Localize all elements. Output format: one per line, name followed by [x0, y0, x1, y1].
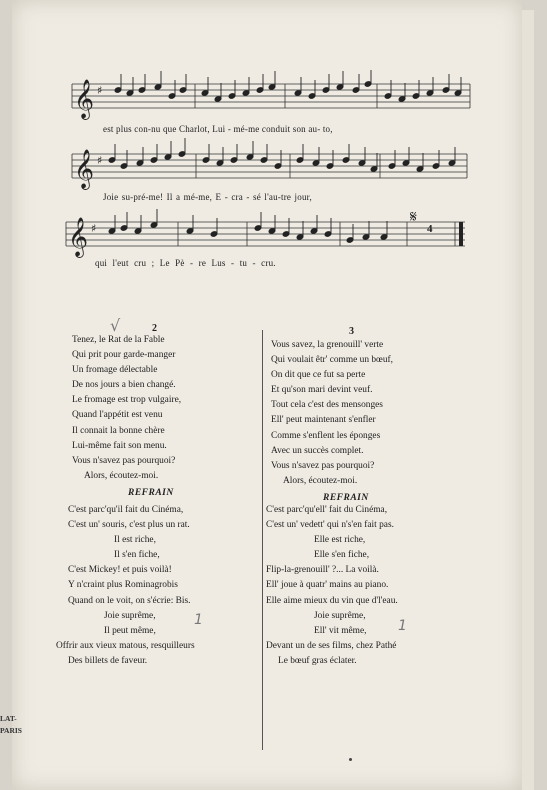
verse-line: C'est parc'qu'ell' fait du Cinéma,	[266, 505, 388, 515]
lyric-line-2: Joie su-pré-me! Il a mé-me, E - cra - sé l'au-tre jour,	[103, 192, 312, 202]
sharp-icon: ♯	[97, 84, 103, 97]
verse-line: Tout cela c'est des mensonges	[271, 400, 383, 411]
end-mark: 4	[427, 223, 433, 235]
verse-line: Alors, écoutez-moi.	[84, 470, 159, 481]
verse-line: Offrir aux vieux matous, resquilleurs	[56, 640, 195, 651]
staff-2	[72, 154, 467, 178]
verse-line: Y n'craint plus Rominagrobis	[68, 580, 178, 591]
printer-imprint	[0, 713, 22, 737]
pencil-check-mark: √	[110, 316, 121, 335]
segno-icon: 𝄋	[410, 207, 417, 226]
column-divider	[262, 330, 263, 750]
verse-line: Le bœuf gras éclater.	[278, 655, 357, 666]
verse-line: Lui-même fait son menu.	[72, 440, 167, 451]
verse-line: Vous savez, la grenouill' verte	[271, 340, 384, 350]
verse-2	[72, 333, 181, 484]
verse-line: Tenez, le Rat de la Fable	[72, 335, 165, 345]
verse-line: Elle est riche,	[314, 535, 366, 546]
verse-line: Devant un de ses films, chez Pathé	[266, 640, 397, 651]
verse-line: Joie suprême,	[104, 610, 156, 621]
verse-line: Elle s'en fiche,	[314, 550, 370, 561]
treble-clef-icon: 𝄞	[74, 149, 95, 189]
verse-line: Ell' vit même,	[314, 625, 367, 636]
verse-line: Ell' peut maintenant s'enfler	[271, 415, 376, 426]
verse-line: C'est Mickey! et puis voilà!	[68, 565, 172, 576]
refrain-right	[266, 503, 398, 669]
verse-line: Qui voulait êtr' comme un bœuf,	[271, 355, 393, 366]
verse-line: Il peut même,	[104, 625, 156, 636]
verse-line: C'est un' souris, c'est plus un rat.	[68, 520, 190, 531]
treble-clef-icon: 𝄞	[68, 217, 89, 257]
verse-line: De nos jours a bien changé.	[72, 380, 176, 391]
refrain-title-right: REFRAIN	[323, 493, 369, 503]
verse-line: Elle aime mieux du vin que d'l'eau.	[266, 595, 398, 606]
verse-line: Joie suprême,	[314, 610, 366, 621]
verse-line: Quand l'appétit est venu	[72, 410, 163, 421]
refrain-title-left: REFRAIN	[128, 488, 174, 498]
lyric-line-1: est plus con-nu que Charlot, Lui - mé-me conduit son au- to,	[103, 124, 333, 134]
music-score	[0, 70, 547, 290]
page-dot	[349, 758, 352, 761]
verse-line: Et qu'son mari devint veuf.	[271, 385, 373, 396]
verse-line: Qui prit pour garde-manger	[72, 350, 176, 361]
verse-line: Comme s'enflent les éponges	[271, 430, 381, 441]
imprint-line: LAT-	[0, 714, 17, 723]
lyric-line-3: qui l'eut cru ; Le Pè - re Lus - tu - cru.	[95, 258, 276, 268]
refrain-left	[56, 503, 195, 669]
verse-line: Un fromage délectable	[72, 365, 158, 376]
imprint-line: PARIS	[0, 726, 22, 735]
pencil-mark: 1	[398, 618, 407, 634]
sharp-icon: ♯	[91, 222, 97, 235]
verse-line: Avec un succès complet.	[271, 445, 364, 456]
verse-line: Il s'en fiche,	[114, 550, 160, 561]
sharp-icon: ♯	[97, 154, 103, 167]
verse-3	[271, 338, 393, 489]
verse-line: Il est riche,	[114, 535, 156, 546]
verse-number-3: 3	[349, 326, 354, 337]
verse-number-2: 2	[152, 323, 157, 334]
verse-line: C'est un' vedett' qui n's'en fait pas.	[266, 520, 394, 531]
verse-line: Quand on le voit, on s'écrie: Bis.	[68, 595, 191, 606]
verse-line: On dit que ce fut sa perte	[271, 370, 366, 381]
verse-line: Alors, écoutez-moi.	[283, 475, 358, 486]
treble-clef-icon: 𝄞	[74, 79, 95, 119]
verse-line: Ell' joue à quatr' mains au piano.	[266, 580, 389, 591]
verse-line: Vous n'savez pas pourquoi?	[271, 460, 375, 471]
verse-line: Vous n'savez pas pourquoi?	[72, 455, 176, 466]
verse-line: Le fromage est trop vulgaire,	[72, 395, 182, 406]
verse-line: Il connait la bonne chère	[72, 425, 165, 436]
pencil-mark: 1	[194, 612, 203, 628]
verse-line: Des billets de faveur.	[68, 655, 148, 666]
verse-line: C'est parc'qu'il fait du Cinéma,	[68, 505, 184, 515]
verse-line: Flip-la-grenouill' ?... La voilà.	[266, 565, 379, 576]
